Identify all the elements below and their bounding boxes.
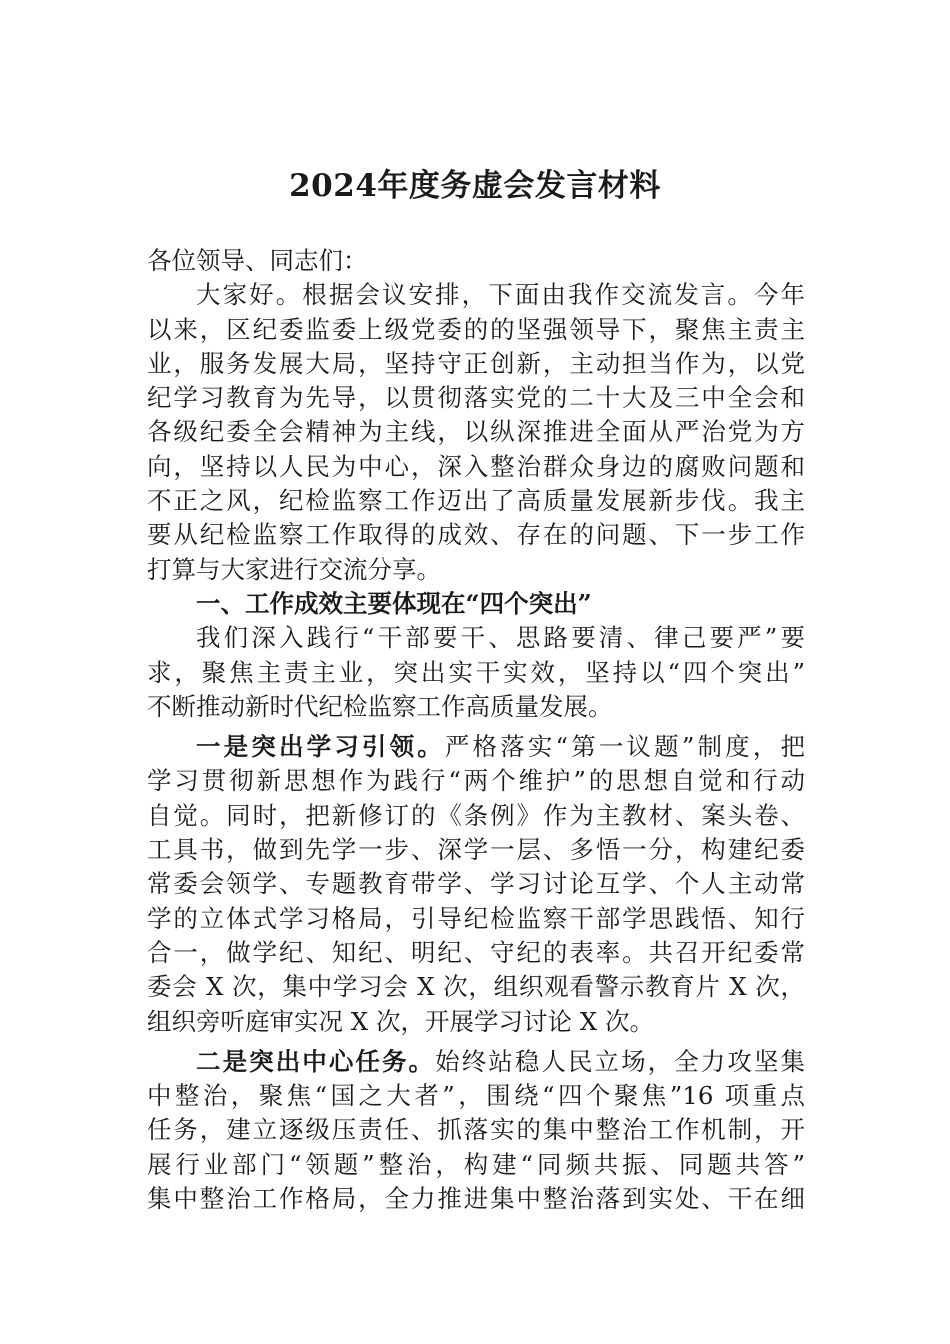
- paragraph-line: 集中整治工作格局，全力推进集中整治落到实处、干在细: [147, 1184, 805, 1214]
- document-body: [147, 244, 805, 1216]
- paragraph-line: 不正之风，纪检监察工作迈出了高质量发展新步伐。我主: [147, 486, 805, 516]
- paragraph-line: 我们深入践行“干部要干、思路要清、律己要严”要: [196, 623, 805, 653]
- paragraph-line: 委会 X 次，集中学习会 X 次，组织观看警示教育片 X 次，: [147, 972, 805, 1002]
- paragraph-line: 组织旁听庭审实况 X 次，开展学习讨论 X 次。: [147, 1006, 655, 1036]
- paragraph-line: 业，服务发展大局，坚持守正创新，主动担当作为，以党: [147, 348, 805, 378]
- paragraph-line: 自觉。同时，把新修订的《条例》作为主教材、案头卷、: [147, 800, 805, 830]
- paragraph-line: 学习贯彻新思想作为践行“两个维护”的思想自觉和行动: [147, 766, 805, 796]
- paragraph-line: 向，坚持以人民为中心，深入整治群众身边的腐败问题和: [147, 451, 805, 481]
- paragraph-line: [147, 730, 805, 764]
- document-title: 2024年度务虚会发言材料: [289, 168, 661, 204]
- section-heading: 一、工作成效主要体现在“四个突出”: [196, 588, 592, 618]
- paragraph-line: 不断推动新时代纪检监察工作高质量发展。: [147, 691, 613, 721]
- point-text: 始终站稳人民立场，全力攻坚集: [435, 1046, 806, 1076]
- salutation: 各位领导、同志们：: [147, 246, 368, 275]
- paragraph-line: 展行业部门“领题”整治，构建“同频共振、同题共答”: [147, 1149, 805, 1179]
- paragraph-line: 各级纪委全会精神为主线，以纵深推进全面从严治党为方: [147, 417, 805, 447]
- point-text: 严格落实“第一议题”制度，把: [444, 732, 805, 762]
- paragraph-line: [147, 1045, 805, 1079]
- intro-paragraph: [147, 278, 805, 587]
- point-one-paragraph: [147, 730, 805, 1039]
- point-lead: 一是突出学习引领。: [196, 732, 445, 762]
- paragraph-line: 求，聚焦主责主业，突出实干实效，坚持以“四个突出”: [147, 657, 805, 687]
- point-lead: 二是突出中心任务。: [196, 1046, 436, 1076]
- paragraph-line: 打算与大家进行交流分享。: [147, 554, 441, 584]
- paragraph-line: 合一，做学纪、知纪、明纪、守纪的表率。共召开纪委常: [147, 937, 805, 967]
- paragraph-line: 大家好。根据会议安排，下面由我作交流发言。今年: [196, 280, 805, 310]
- paragraph-line: 任务，建立逐级压责任、抓落实的集中整治工作机制，开: [147, 1115, 805, 1145]
- paragraph-line: 中整治，聚焦“国之大者”，围绕“四个聚焦”16 项重点: [147, 1081, 805, 1111]
- paragraph-line: 常委会领学、专题教育带学、学习讨论互学、个人主动常: [147, 869, 805, 899]
- paragraph-line: 纪学习教育为先导，以贯彻落实党的二十大及三中全会和: [147, 383, 805, 413]
- section-intro-paragraph: [147, 621, 805, 724]
- paragraph-line: 要从纪检监察工作取得的成效、存在的问题、下一步工作: [147, 520, 805, 550]
- paragraph-line: 工具书，做到先学一步、深学一层、多悟一分，构建纪委: [147, 835, 805, 865]
- paragraph-line: 学的立体式学习格局，引导纪检监察干部学思践悟、知行: [147, 903, 805, 933]
- paragraph-line: 以来，区纪委监委上级党委的的坚强领导下，聚焦主责主: [147, 314, 805, 344]
- point-two-paragraph: [147, 1045, 805, 1216]
